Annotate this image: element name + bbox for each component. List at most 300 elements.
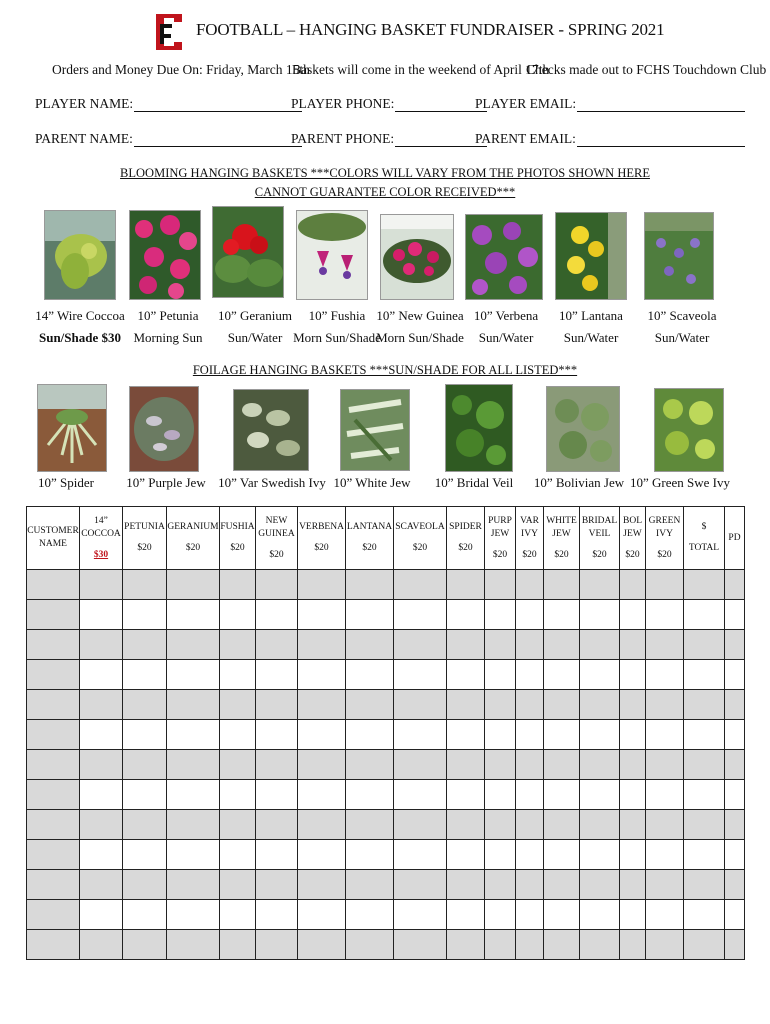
order-cell[interactable] [167,780,220,810]
order-cell[interactable] [447,660,485,690]
column-price: $30 [93,549,109,560]
order-cell[interactable] [580,690,620,720]
order-cell[interactable] [167,900,220,930]
order-table [26,506,745,960]
order-cell[interactable] [516,570,544,600]
order-cell[interactable] [725,780,745,810]
spider-caption: 10” Spider [38,475,94,490]
order-cell[interactable] [394,660,447,690]
customer-name-cell[interactable] [27,750,80,780]
column-price: $20 [412,543,428,553]
order-cell[interactable] [485,630,516,660]
parent-name-line[interactable] [134,132,302,147]
order-cell[interactable] [725,870,745,900]
order-cell[interactable] [167,810,220,840]
order-cell[interactable] [80,930,123,960]
order-cell[interactable] [256,780,298,810]
order-cell[interactable] [256,690,298,720]
order-cell[interactable] [544,690,580,720]
order-cell[interactable] [516,660,544,690]
order-cell[interactable] [646,780,684,810]
order-cell[interactable] [646,660,684,690]
order-cell[interactable] [485,690,516,720]
column-price: TOTAL [688,543,720,553]
parent-phone-line[interactable] [395,132,487,147]
order-cell[interactable] [80,900,123,930]
lantana-caption [541,305,641,349]
parent-email-field[interactable] [475,131,745,147]
order-cell[interactable] [346,900,394,930]
order-cell[interactable] [516,600,544,630]
order-cell[interactable] [684,660,725,690]
customer-name-cell[interactable] [27,810,80,840]
order-cell[interactable] [646,930,684,960]
column-header [80,507,123,570]
order-cell[interactable] [123,900,167,930]
player-phone-field[interactable] [291,96,487,112]
order-cell[interactable] [684,690,725,720]
column-label: VERBENA [299,522,344,532]
order-cell[interactable] [684,810,725,840]
order-cell[interactable] [220,900,256,930]
order-cell[interactable] [620,750,646,780]
purple-jew-caption: 10” Purple Jew [126,475,206,490]
order-cell[interactable] [220,690,256,720]
order-cell[interactable] [298,720,346,750]
order-cell[interactable] [298,810,346,840]
table-row [27,690,745,720]
order-cell[interactable] [544,660,580,690]
order-cell[interactable] [485,900,516,930]
order-cell[interactable] [167,570,220,600]
wire-coccoa-caption [30,305,130,349]
customer-name-cell[interactable] [27,900,80,930]
order-cell[interactable] [485,870,516,900]
order-cell[interactable] [544,570,580,600]
order-cell[interactable] [580,750,620,780]
order-cell[interactable] [298,630,346,660]
order-cell[interactable] [298,570,346,600]
order-cell[interactable] [256,750,298,780]
column-header [447,507,485,570]
order-cell[interactable] [485,930,516,960]
order-cell[interactable] [256,810,298,840]
column-header [167,507,220,570]
table-row [27,630,745,660]
order-cell[interactable] [123,930,167,960]
column-label: PETUNIA [124,522,165,532]
table-row [27,840,745,870]
order-cell[interactable] [80,840,123,870]
order-cell[interactable] [80,660,123,690]
order-cell[interactable] [544,780,580,810]
order-cell[interactable] [346,690,394,720]
order-cell[interactable] [220,930,256,960]
order-cell[interactable] [544,840,580,870]
order-cell[interactable] [620,840,646,870]
order-cell[interactable] [346,780,394,810]
order-cell[interactable] [646,750,684,780]
customer-name-cell[interactable] [27,690,80,720]
blooming-heading-line1: BLOOMING HANGING BASKETS ***COLORS WILL VARY FROM THE PHOTOS SHOWN HERE [120,166,650,180]
order-cell[interactable] [544,930,580,960]
order-cell[interactable] [516,930,544,960]
scaveola-photo [644,212,714,300]
order-cell[interactable] [220,780,256,810]
order-cell[interactable] [298,840,346,870]
order-cell[interactable] [394,720,447,750]
foliage-heading: FOILAGE HANGING BASKETS ***SUN/SHADE FOR ALL LISTED*** [192,363,578,377]
order-cell[interactable] [646,840,684,870]
order-cell[interactable] [346,930,394,960]
order-cell[interactable] [123,750,167,780]
player-phone-line[interactable] [395,97,487,112]
order-cell[interactable] [80,810,123,840]
order-cell[interactable] [646,570,684,600]
order-cell[interactable] [298,600,346,630]
order-cell[interactable] [725,690,745,720]
player-name-field[interactable] [35,96,302,112]
order-cell[interactable] [346,600,394,630]
order-cell[interactable] [684,900,725,930]
column-price: $20 [657,549,672,560]
order-cell[interactable] [544,750,580,780]
order-cell[interactable] [346,840,394,870]
column-label: CUSTOMER NAME [27,526,79,549]
order-cell[interactable] [447,870,485,900]
column-header [580,507,620,570]
order-cell[interactable] [725,840,745,870]
order-cell[interactable] [80,600,123,630]
order-cell[interactable] [256,570,298,600]
bolivian-jew-photo [546,386,620,472]
purple-jew-photo [129,386,199,472]
order-cell[interactable] [485,570,516,600]
order-cell[interactable] [447,750,485,780]
petunia-name: 10” Petunia [137,308,199,323]
order-cell[interactable] [220,660,256,690]
geranium-name: 10” Geranium [217,308,292,323]
order-cell[interactable] [256,660,298,690]
order-cell[interactable] [447,930,485,960]
player-email-field[interactable] [475,96,745,112]
order-cell[interactable] [544,600,580,630]
order-cell[interactable] [394,900,447,930]
order-cell[interactable] [544,870,580,900]
order-cell[interactable] [346,570,394,600]
order-cell[interactable] [298,750,346,780]
order-cell[interactable] [256,600,298,630]
order-cell[interactable] [256,870,298,900]
customer-name-cell[interactable] [27,780,80,810]
order-cell[interactable] [80,570,123,600]
order-cell[interactable] [516,750,544,780]
player-name-line[interactable] [134,97,302,112]
order-cell[interactable] [646,810,684,840]
order-cell[interactable] [516,780,544,810]
order-cell[interactable] [394,930,447,960]
order-cell[interactable] [485,840,516,870]
order-cell[interactable] [298,900,346,930]
order-cell[interactable] [394,600,447,630]
order-cell[interactable] [394,630,447,660]
order-cell[interactable] [123,780,167,810]
order-cell[interactable] [394,870,447,900]
order-cell[interactable] [447,630,485,660]
order-cell[interactable] [220,750,256,780]
order-cell[interactable] [580,720,620,750]
customer-name-cell[interactable] [27,630,80,660]
white-jew-photo [340,389,410,471]
customer-name-cell[interactable] [27,570,80,600]
order-cell[interactable] [725,660,745,690]
order-cell[interactable] [620,870,646,900]
order-cell[interactable] [620,570,646,600]
order-cell[interactable] [725,900,745,930]
order-cell[interactable] [220,720,256,750]
order-cell[interactable] [298,870,346,900]
customer-name-cell[interactable] [27,660,80,690]
order-cell[interactable] [580,570,620,600]
scaveola-sub: Sun/Water [654,330,710,345]
order-cell[interactable] [684,570,725,600]
order-cell[interactable] [725,810,745,840]
order-cell[interactable] [580,630,620,660]
order-cell[interactable] [684,720,725,750]
order-cell[interactable] [123,720,167,750]
column-price: $20 [592,549,607,560]
order-cell[interactable] [684,750,725,780]
order-cell[interactable] [725,630,745,660]
order-cell[interactable] [256,630,298,660]
order-cell[interactable] [516,630,544,660]
order-cell[interactable] [346,720,394,750]
column-label: BOL JEW [623,515,642,539]
column-label: VAR IVY [520,515,539,539]
order-cell[interactable] [485,750,516,780]
order-cell[interactable] [447,900,485,930]
new-guinea-sub: Morn Sun/Shade [376,330,464,345]
order-cell[interactable] [580,660,620,690]
order-cell[interactable] [447,780,485,810]
order-cell[interactable] [646,720,684,750]
order-cell[interactable] [80,630,123,660]
column-price: $20 [185,543,201,553]
order-cell[interactable] [298,690,346,720]
order-cell[interactable] [516,720,544,750]
lantana-photo [555,212,627,300]
order-cell[interactable] [346,660,394,690]
order-cell[interactable] [123,690,167,720]
order-cell[interactable] [725,720,745,750]
order-cell[interactable] [80,750,123,780]
order-cell[interactable] [220,870,256,900]
order-cell[interactable] [220,600,256,630]
order-cell[interactable] [123,630,167,660]
order-cell[interactable] [544,810,580,840]
order-cell[interactable] [684,780,725,810]
order-cell[interactable] [620,600,646,630]
order-cell[interactable] [580,900,620,930]
column-header [27,507,80,570]
order-cell[interactable] [220,810,256,840]
customer-name-cell[interactable] [27,600,80,630]
order-cell[interactable] [725,570,745,600]
player-email-line[interactable] [577,97,745,112]
geranium-photo [212,206,284,298]
order-cell[interactable] [620,660,646,690]
order-cell[interactable] [544,900,580,930]
order-cell[interactable] [346,630,394,660]
order-cell[interactable] [620,780,646,810]
geranium-sub: Sun/Water [227,330,283,345]
parent-name-field[interactable] [35,131,302,147]
order-cell[interactable] [580,840,620,870]
order-cell[interactable] [725,750,745,780]
order-cell[interactable] [167,750,220,780]
order-cell[interactable] [620,930,646,960]
order-cell[interactable] [256,840,298,870]
order-cell[interactable] [394,810,447,840]
column-price: $20 [269,549,284,560]
order-cell[interactable] [298,930,346,960]
order-cell[interactable] [394,690,447,720]
table-row [27,660,745,690]
order-cell[interactable] [646,630,684,660]
order-cell[interactable] [220,570,256,600]
order-cell[interactable] [646,600,684,630]
order-cell[interactable] [80,720,123,750]
order-cell[interactable] [485,810,516,840]
order-cell[interactable] [580,810,620,840]
table-row [27,900,745,930]
order-cell[interactable] [123,660,167,690]
customer-name-cell[interactable] [27,720,80,750]
order-cell[interactable] [298,660,346,690]
order-cell[interactable] [220,840,256,870]
order-cell[interactable] [167,870,220,900]
order-cell[interactable] [80,780,123,810]
order-cell[interactable] [620,810,646,840]
order-cell[interactable] [394,570,447,600]
order-cell[interactable] [485,660,516,690]
order-cell[interactable] [516,870,544,900]
order-cell[interactable] [684,600,725,630]
order-cell[interactable] [516,690,544,720]
table-row [27,570,745,600]
customer-name-cell[interactable] [27,870,80,900]
customer-name-cell[interactable] [27,840,80,870]
order-cell[interactable] [516,900,544,930]
order-cell[interactable] [447,570,485,600]
order-cell[interactable] [725,600,745,630]
parent-email-label: PARENT EMAIL: [475,131,576,146]
order-cell[interactable] [447,600,485,630]
order-cell[interactable] [580,600,620,630]
school-logo [150,10,188,54]
blooming-heading-line2: CANNOT GUARANTEE COLOR RECEIVED*** [254,185,516,199]
column-label: 14” COCCOA [81,515,121,539]
order-cell[interactable] [620,720,646,750]
order-cell[interactable] [485,600,516,630]
table-row [27,870,745,900]
order-cell[interactable] [620,690,646,720]
order-cell[interactable] [123,870,167,900]
order-cell[interactable] [346,870,394,900]
order-cell[interactable] [447,810,485,840]
table-row [27,780,745,810]
order-cell[interactable] [646,690,684,720]
order-cell[interactable] [580,930,620,960]
order-cell[interactable] [346,810,394,840]
order-cell[interactable] [725,930,745,960]
parent-email-line[interactable] [577,132,745,147]
order-cell[interactable] [620,900,646,930]
order-cell[interactable] [256,900,298,930]
order-cell[interactable] [167,630,220,660]
wire-coccoa-photo [44,210,116,300]
order-cell[interactable] [620,630,646,660]
order-cell[interactable] [516,840,544,870]
column-header [485,507,516,570]
bridal-veil-photo [445,384,513,472]
player-email-label: PLAYER EMAIL: [475,96,577,111]
order-cell[interactable] [220,630,256,660]
order-cell[interactable] [684,630,725,660]
order-cell[interactable] [167,840,220,870]
order-cell[interactable] [80,690,123,720]
order-cell[interactable] [684,840,725,870]
order-cell[interactable] [123,810,167,840]
order-cell[interactable] [394,750,447,780]
order-cell[interactable] [485,720,516,750]
order-cell[interactable] [485,780,516,810]
order-cell[interactable] [167,660,220,690]
order-cell[interactable] [580,870,620,900]
order-cell[interactable] [123,570,167,600]
petunia-caption [118,305,218,349]
order-cell[interactable] [123,840,167,870]
order-cell[interactable] [516,810,544,840]
order-cell[interactable] [684,870,725,900]
order-cell[interactable] [167,600,220,630]
order-cell[interactable] [256,720,298,750]
order-cell[interactable] [167,690,220,720]
order-cell[interactable] [256,930,298,960]
wire-coccoa-name: 14” Wire Coccoa [35,308,125,323]
order-cell[interactable] [394,840,447,870]
order-cell[interactable] [684,930,725,960]
order-cell[interactable] [167,720,220,750]
order-cell[interactable] [394,780,447,810]
order-cell[interactable] [447,720,485,750]
order-cell[interactable] [646,870,684,900]
customer-name-cell[interactable] [27,930,80,960]
order-cell[interactable] [80,870,123,900]
order-cell[interactable] [447,840,485,870]
order-cell[interactable] [298,780,346,810]
order-cell[interactable] [167,930,220,960]
order-cell[interactable] [580,780,620,810]
parent-phone-field[interactable] [291,131,487,147]
scaveola-caption [632,305,732,349]
order-cell[interactable] [346,750,394,780]
order-cell[interactable] [544,630,580,660]
order-cell[interactable] [544,720,580,750]
order-cell[interactable] [123,600,167,630]
order-cell[interactable] [447,690,485,720]
order-cell[interactable] [646,900,684,930]
